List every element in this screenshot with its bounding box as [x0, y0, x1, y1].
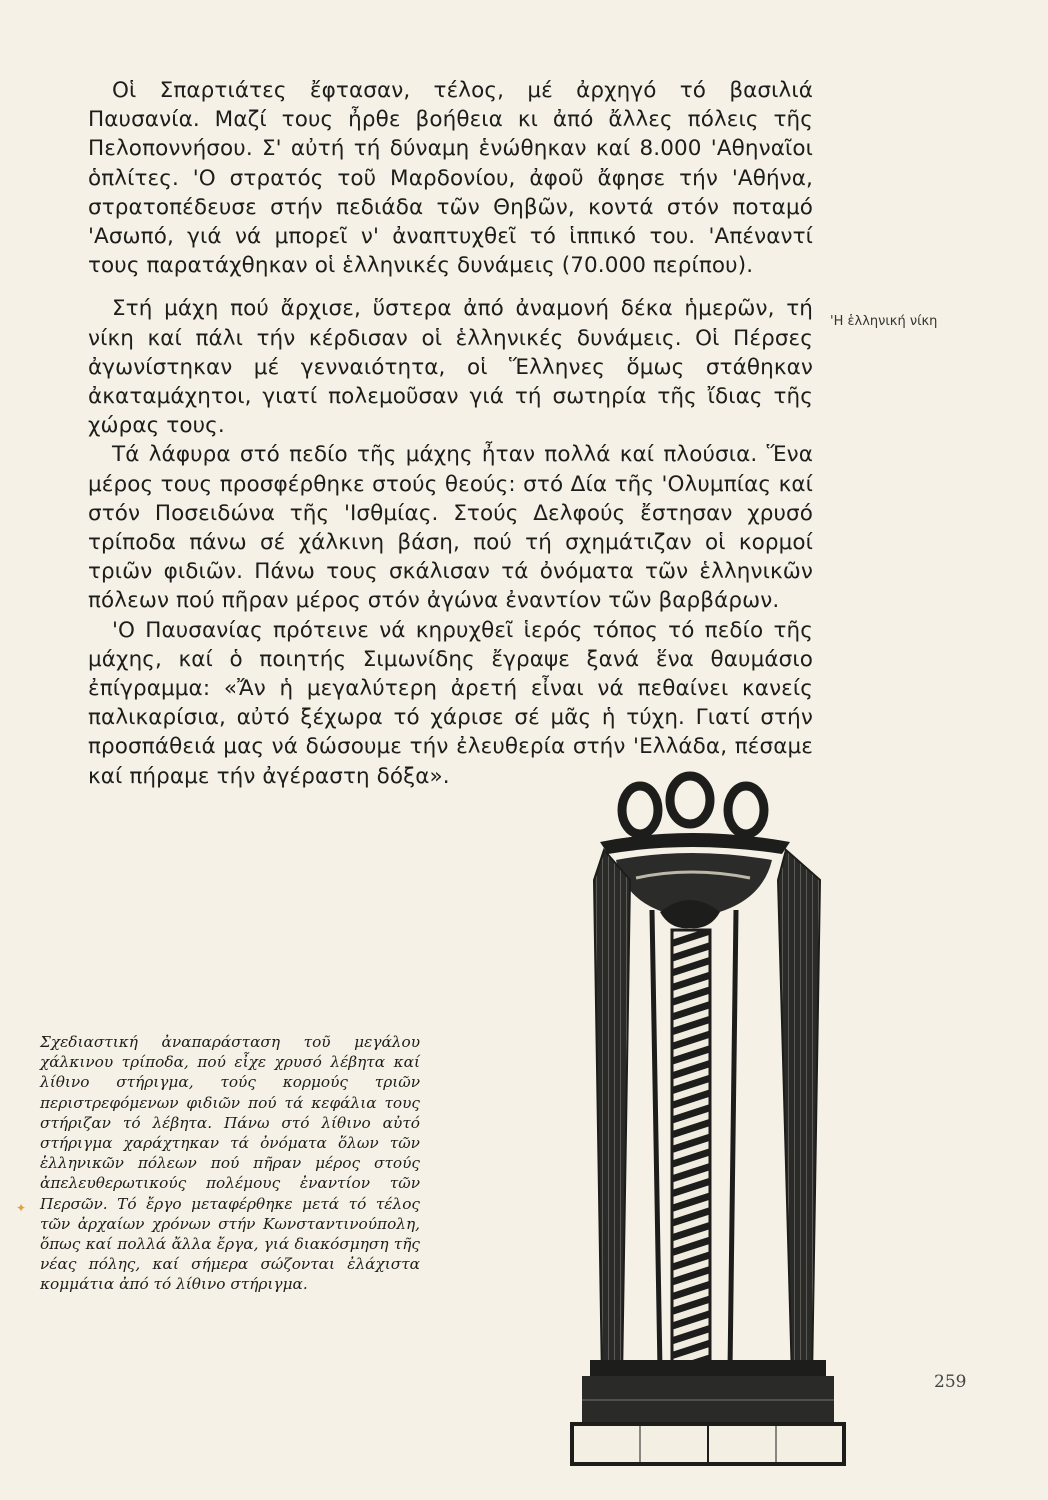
- serpent-column: [672, 930, 710, 1400]
- page-number: 259: [934, 1372, 967, 1392]
- right-ring-handle: [728, 786, 764, 834]
- main-text: [88, 76, 813, 791]
- cauldron-rim: [600, 833, 790, 854]
- margin-note: 'Η ἑλληνική νίκη: [830, 314, 938, 329]
- left-leg: [594, 850, 630, 1380]
- caption-marker-icon: ✦: [16, 1201, 27, 1215]
- right-leg: [778, 850, 820, 1380]
- serpent-column-tripod-illustration: [560, 770, 856, 1470]
- center-ring-handle: [670, 776, 710, 824]
- left-ring-handle: [622, 786, 658, 834]
- figure-caption: Σχεδιαστική ἀναπαράσταση τοῦ μεγάλου χάλκινου τρίποδα, πού εἶχε χρυσό λέβητα καί λίθινο στήριγμα, τούς κορμούς τριῶν περιστρεφόμενων φιδιῶν πού τά κεφάλια τους στήριζαν τό λέβητα. Πάνω στό λίθινο αὐτό στήριγμα χαράχτηκαν τά ὀνόματα ὅλων τῶν ἑλληνικῶν πόλεων πού πῆραν μέρος στούς ἀπελευθερωτικούς πολέμους ἐναντίον τῶν Περσῶν. Τό ἔργο μεταφέρθηκε μετά τό τέλος τῶν ἀρχαίων χρόνων στήν Κωνσταντινούπολη, ὅπως καί πολλά ἄλλα ἔργα, γιά διακόσμηση τῆς νέας πόλης, καί σήμερα σώζονται ἐλάχιστα κομμάτια ἀπό τό λίθινο στήριγμα.: [40, 1033, 420, 1294]
- paragraph-spartans-arrival: Οἱ Σπαρτιάτες ἔφτασαν, τέλος, μέ ἀρχηγό τό βασιλιά Παυσανία. Μαζί τους ἦρθε βοήθεια κι ἀπό ἄλλες πόλεις τῆς Πελοποννήσου. Σ' αὐτή τή δύναμη ἑνώθηκαν καί 8.000 'Αθηναῖοι ὁπλίτες. 'Ο στρατός τοῦ Μαρδονίου, ἀφοῦ ἄφησε τήν 'Αθήνα, στρατοπέδευσε στήν πεδιάδα τῶν Θηβῶν, κοντά στόν ποταμό 'Ασωπό, γιά νά μπορεῖ ν' ἀναπτυχθεῖ τό ἱππικό του. 'Απέναντί τους παρατάχθηκαν οἱ ἑλληνικές δυνάμεις (70.000 περίπου).: [88, 78, 813, 279]
- paragraph-spoils: Τά λάφυρα στό πεδίο τῆς μάχης ἦταν πολλά καί πλούσια. Ἕνα μέρος τους προσφέρθηκε στούς θεούς: στό Δία τῆς 'Ολυμπίας καί στόν Ποσειδώνα τῆς 'Ισθμίας. Στούς Δελφούς ἔστησαν χρυσό τρίποδα πάνω σέ χάλκινη βάση, πού τή σχημάτιζαν οἱ κορμοί τριῶν φιδιῶν. Πάνω τους σκάλισαν τά ὀνόματα τῶν ἑλληνικῶν πόλεων πού πῆραν μέρος στόν ἀγώνα ἐναντίον τῶν βαρβάρων.: [88, 442, 813, 614]
- paragraph-simonides-epigram: 'Ο Παυσανίας πρότεινε νά κηρυχθεῖ ἱερός τόπος τό πεδίο τῆς μάχης, καί ὁ ποιητής Σιμωνίδης ἔγραψε ξανά ἕνα θαυμάσιο ἐπίγραμμα: «Ἄν ἡ μεγαλύτερη ἀρετή εἶναι νά πεθαίνει κανείς παλικαρίσια, αὐτό ξέχωρα τό χάρισε σέ μᾶς ἡ τύχη. Γιατί στήν προσπάθειά μας νά δώσουμε τήν ἐλευθερία στήν 'Ελλάδα, πέσαμε καί πήραμε τήν ἀγέραστη δόξα».: [88, 617, 813, 789]
- paragraph-battle: Στή μάχη πού ἄρχισε, ὕστερα ἀπό ἀναμονή δέκα ἡμερῶν, τή νίκη καί πάλι τήν κέρδισαν οἱ ἑλληνικές δυνάμεις. Οἱ Πέρσες ἀγωνίστηκαν μέ γενναιότητα, οἱ Ἕλληνες ὅμως στάθηκαν ἀκαταμάχητοι, γιατί πολεμοῦσαν γιά τή σωτηρία τῆς ἴδιας τῆς χώρας τους.: [88, 296, 813, 439]
